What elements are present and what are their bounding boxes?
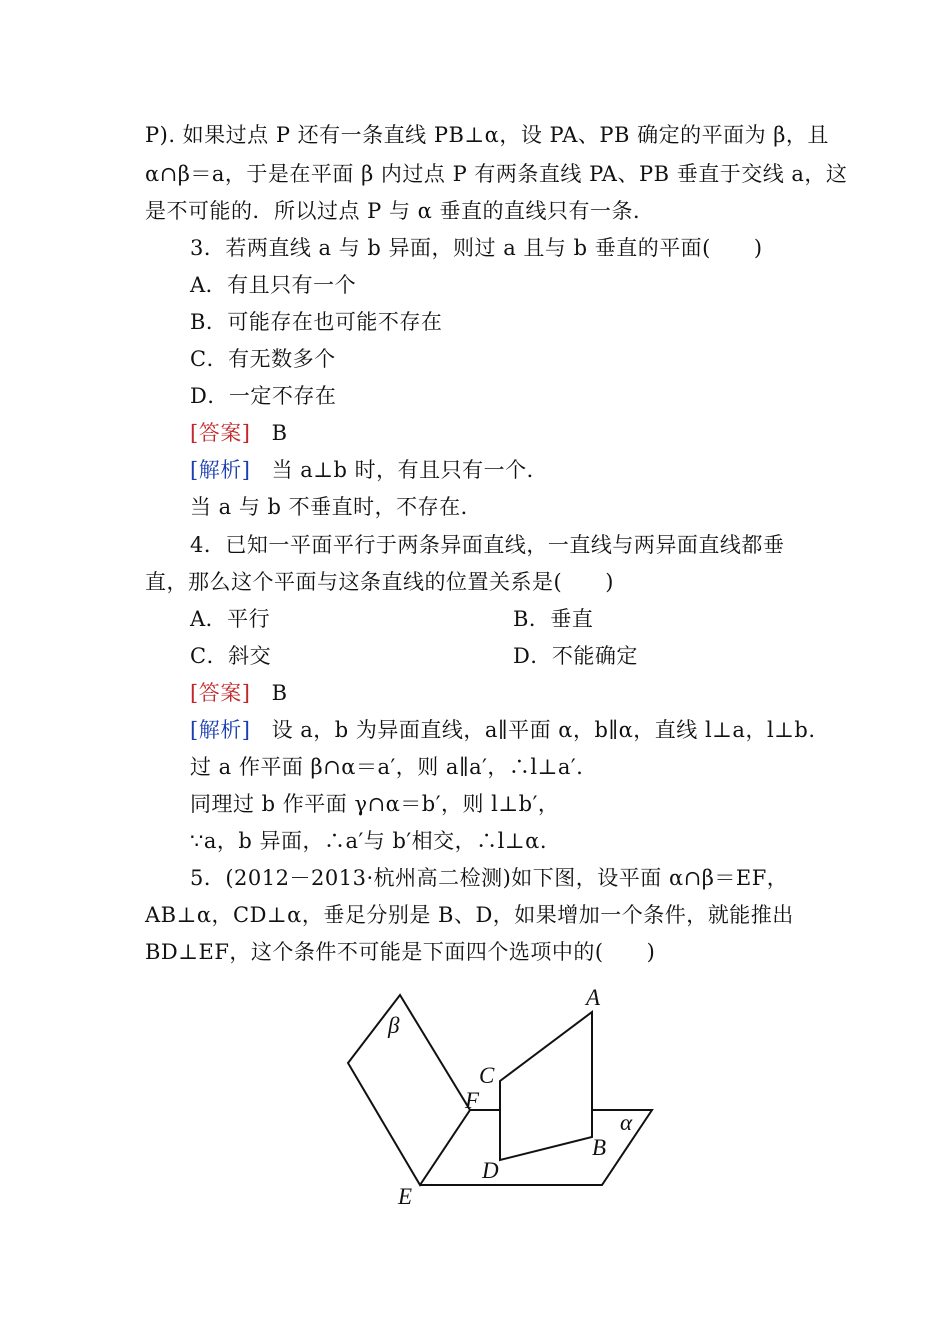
answer-tag: [答案] [190, 681, 251, 705]
analysis-tag: [解析] [190, 718, 251, 742]
label-F: F [465, 1088, 480, 1113]
text-line: P). 如果过点 P 还有一条直线 PB⊥α，设 PA、PB 确定的平面为 β，且 [145, 123, 829, 147]
analysis-text: 过 a 作平面 β∩α＝a′，则 a∥a′，∴l⊥a′． [190, 755, 598, 779]
label-alpha: α [620, 1110, 633, 1135]
analysis-line [190, 455, 548, 485]
analysis-text: ∵a，b 异面，∴a′与 b′相交，∴l⊥α. [190, 829, 547, 853]
question-3: 3．若两直线 a 与 b 异面，则过 a 且与 b 垂直的平面( ) [190, 236, 763, 260]
plane-beta [348, 995, 470, 1185]
analysis-line [190, 715, 816, 745]
option-c: C．有无数多个 [190, 347, 336, 371]
analysis-text: 当 a 与 b 不垂直时，不存在． [190, 495, 483, 519]
plane-ABDC [500, 1012, 592, 1160]
answer-tag: [答案] [190, 421, 251, 445]
label-A: A [586, 985, 601, 1010]
answer-value: B [271, 681, 288, 705]
answer-line [190, 678, 288, 708]
label-D: D [482, 1158, 499, 1183]
label-beta: β [388, 1013, 400, 1038]
analysis-text: 设 a，b 为异面直线，a∥平面 α，b∥α，直线 l⊥a，l⊥b. [271, 718, 816, 742]
option-b: B．可能存在也可能不存在 [190, 310, 443, 334]
label-E: E [398, 1184, 413, 1209]
geometry-figure [340, 975, 670, 1215]
answer-line [190, 418, 288, 448]
question-5: 5．(2012－2013·杭州高二检测)如下图，设平面 α∩β＝EF， [190, 866, 789, 890]
option-d: D．一定不存在 [190, 384, 337, 408]
analysis-text: 同理过 b 作平面 γ∩α＝b′，则 l⊥b′， [190, 792, 560, 816]
question-4: 4．已知一平面平行于两条异面直线，一直线与两异面直线都垂 [190, 533, 785, 557]
option-d: D．不能确定 [513, 644, 638, 668]
option-a: A．平行 [190, 607, 271, 631]
analysis-tag: [解析] [190, 458, 251, 482]
label-B: B [592, 1135, 607, 1160]
question-5-cont: BD⊥EF，这个条件不可能是下面四个选项中的( ) [145, 940, 656, 964]
option-a: A．有且只有一个 [190, 273, 357, 297]
question-5-cont: AB⊥α，CD⊥α，垂足分别是 B、D，如果增加一个条件，就能推出 [145, 903, 794, 927]
analysis-text: 当 a⊥b 时，有且只有一个． [271, 458, 549, 482]
option-b: B．垂直 [513, 607, 594, 631]
question-4-cont: 直，那么这个平面与这条直线的位置关系是( ) [145, 570, 614, 594]
answer-value: B [271, 421, 288, 445]
label-C: C [479, 1063, 495, 1088]
text-line: 是不可能的．所以过点 P 与 α 垂直的直线只有一条． [145, 199, 655, 223]
option-c: C．斜交 [190, 644, 272, 668]
text-line: α∩β＝a，于是在平面 β 内过点 P 有两条直线 PA、PB 垂直于交线 a，这 [145, 162, 848, 186]
